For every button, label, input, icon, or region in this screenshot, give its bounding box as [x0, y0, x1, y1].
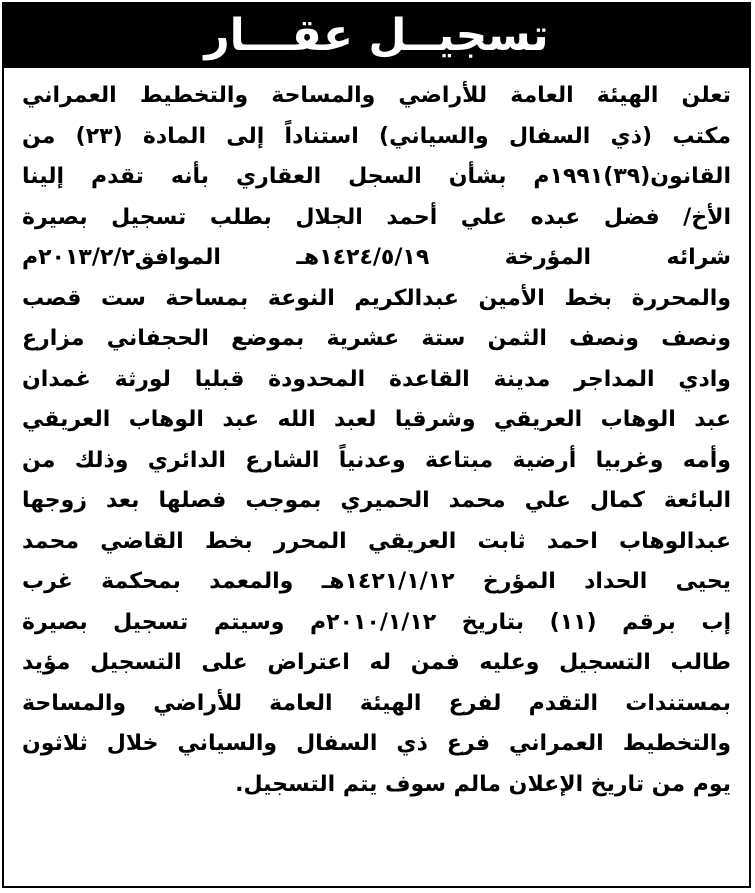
notice-line-final: يوم من تاريخ الإعلان مالم سوف يتم التسجيل.: [235, 771, 731, 797]
notice-line: القانون(٣٩)١٩٩١م بشأن السجل العقاري بأنه تقدم إلينا: [22, 164, 731, 189]
notice-line: والتخطيط العمراني فرع ذي السفال والسياني خلال ثلاثون: [22, 731, 731, 756]
notice-line: إب برقم (١١) بتاريخ ٢٠١٠/١/١٢م وسيتم تسجيل بصيرة: [22, 609, 731, 635]
notice-header-bar: [4, 4, 749, 68]
notice-line: وأمه وغربيا أرضية مبتاعة وعدنياً الشارع الدائري وذلك من: [22, 447, 731, 473]
notice-line: بمستندات التقدم لفرع الهيئة العامة للأراضي والمساحة: [22, 690, 731, 716]
notice-line: البائعة كمال علي محمد الحميري بموجب فصلها بعد زوجها: [22, 488, 731, 513]
notice-line: والمحررة بخط الأمين عبدالكريم النوعة بمساحة ست قصب: [22, 285, 731, 311]
notice-line: الأخ/ فضل عبده علي أحمد الجلال بطلب تسجيل بصيرة: [22, 204, 731, 230]
notice-line: ونصف ونصف الثمن ستة عشرية بموضع الحجفاني مزارع: [22, 326, 731, 351]
notice-line: تعلن الهيئة العامة للأراضي والمساحة والتخطيط العمراني: [22, 83, 731, 108]
notice-line: يحيى الحداد المؤرخ ١٤٢١/١/١٢هـ والمعمد بمحكمة غرب: [22, 569, 731, 594]
notice-line: وادي المداجر مدينة القاعدة المحدودة قبليا لورثة غمدان: [22, 366, 731, 392]
notice-line: طالب التسجيل وعليه فمن له اعتراض على التسجيل مؤيد: [22, 650, 731, 675]
notice-body: [22, 76, 731, 805]
real-estate-notice: [2, 2, 751, 888]
notice-title: تسجيــل عقـــار: [204, 10, 549, 61]
notice-line: عبدالوهاب احمد ثابت العريقي المحرر بخط القاضي محمد: [22, 528, 731, 554]
notice-line: عبد الوهاب العريقي وشرقيا لعبد الله عبد الوهاب العريقي: [22, 407, 731, 432]
notice-line: شرائه المؤرخة ١٤٢٤/٥/١٩هـ الموافق٢٠١٣/٢/٢م: [22, 245, 731, 270]
notice-line: مكتب (ذي السفال والسياني) استناداً إلى المادة (٢٣) من: [22, 123, 731, 149]
